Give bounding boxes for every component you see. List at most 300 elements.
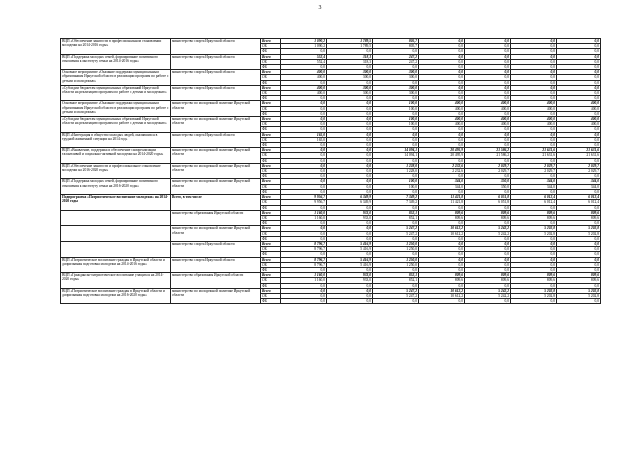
funding-source-cell: Всего <box>261 85 281 90</box>
amount-cell: 809,6 <box>511 215 557 220</box>
amount-cell: 1 090,2 <box>281 44 327 49</box>
executor-cell: министерство образования Иркутской области <box>171 210 261 226</box>
amount-cell: 11 421,8 <box>419 195 465 200</box>
amount-cell: 0,0 <box>419 137 465 142</box>
amount-cell: 0,0 <box>373 252 419 257</box>
amount-cell: 0,0 <box>557 49 601 54</box>
funding-source-cell: Всего <box>261 163 281 168</box>
amount-cell: 0,0 <box>373 189 419 194</box>
amount-cell: 400,0 <box>465 117 511 122</box>
amount-cell: 5 202,8 <box>557 231 601 236</box>
program-name-cell: ВЦП «Обеспечение занятости в профессиональном становлении молодежи на 2014-2016 годы» <box>61 39 171 55</box>
amount-cell: 0,0 <box>511 257 557 262</box>
amount-cell: 0,0 <box>281 236 327 241</box>
amount-cell: 400,0 <box>281 85 327 90</box>
amount-cell: 0,0 <box>557 91 601 96</box>
funding-source-cell: ФБ <box>261 205 281 210</box>
amount-cell: 0,0 <box>327 137 373 142</box>
amount-cell: 400,0 <box>281 70 327 75</box>
amount-cell: 0,0 <box>281 288 327 293</box>
amount-cell: 400,0 <box>419 101 465 106</box>
amount-cell: 0,0 <box>373 127 419 132</box>
amount-cell: 400,0 <box>557 117 601 122</box>
funding-source-cell: ОБ <box>261 247 281 252</box>
amount-cell: 0,0 <box>465 262 511 267</box>
amount-cell: 0,0 <box>511 174 557 179</box>
executor-cell: министерство по молодежной политике Иркутской области <box>171 101 261 117</box>
amount-cell: 0,0 <box>465 111 511 116</box>
amount-cell: 0,0 <box>281 111 327 116</box>
amount-cell: 0,0 <box>465 143 511 148</box>
amount-cell: 0,0 <box>557 158 601 163</box>
amount-cell: 0,0 <box>511 283 557 288</box>
amount-cell: 1 160,0 <box>281 215 327 220</box>
amount-cell: 6 012,4 <box>557 195 601 200</box>
amount-cell: 0,0 <box>373 143 419 148</box>
amount-cell: 5 416,9 <box>327 262 373 267</box>
amount-cell: 2 232,6 <box>419 163 465 168</box>
amount-cell: 0,0 <box>419 267 465 272</box>
executor-cell: министерство спорта Иркутской области <box>171 54 261 70</box>
amount-cell: 0,0 <box>327 299 373 304</box>
amount-cell: 0,0 <box>327 288 373 293</box>
funding-source-cell: Всего <box>261 101 281 106</box>
amount-cell: 0,0 <box>511 143 557 148</box>
amount-cell: 0,0 <box>281 101 327 106</box>
program-name-cell: ВЦП «Поддержка молодых семей, формирование позитивного отношения к институту семьи на 2014-2016 годы» <box>61 54 171 70</box>
amount-cell: 0,0 <box>557 75 601 80</box>
amount-cell: 0,0 <box>465 158 511 163</box>
amount-cell: 5 202,8 <box>511 288 557 293</box>
amount-cell: 0,0 <box>465 252 511 257</box>
amount-cell: 0,0 <box>511 247 557 252</box>
funding-source-cell: Всего <box>261 148 281 153</box>
amount-cell: 809,6 <box>557 215 601 220</box>
amount-cell: 400,0 <box>511 122 557 127</box>
amount-cell: 0,0 <box>419 59 465 64</box>
amount-cell: 0,0 <box>465 247 511 252</box>
amount-cell: 21 586,2 <box>465 148 511 153</box>
amount-cell: 933,0 <box>327 273 373 278</box>
amount-cell: 0,0 <box>511 127 557 132</box>
amount-cell: 0,0 <box>465 241 511 246</box>
amount-cell: 344,0 <box>557 179 601 184</box>
funding-source-cell: ОБ <box>261 59 281 64</box>
funding-source-cell: Всего <box>261 273 281 278</box>
funding-source-cell: ОБ <box>261 44 281 49</box>
amount-cell: 344,0 <box>419 184 465 189</box>
amount-cell: 0,0 <box>511 96 557 101</box>
amount-cell: 400,0 <box>557 122 601 127</box>
amount-cell: 0,0 <box>419 257 465 262</box>
amount-cell: 0,0 <box>557 267 601 272</box>
program-name-cell: ВЦП «Патриотическое воспитание граждан в Иркутской области и допризывная подготовка молодежи на 2016-2020 годы» <box>61 288 171 304</box>
program-name-cell: ВЦП «Обеспечение занятости и профессиональное становление молодежи на 2016-2020 годы» <box>61 163 171 179</box>
amount-cell: 0,0 <box>373 80 419 85</box>
amount-cell: 6 012,4 <box>557 200 601 205</box>
executor-cell: министерство по молодежной политике Иркутской области <box>171 288 261 304</box>
amount-cell: 0,0 <box>465 236 511 241</box>
amount-cell: 0,0 <box>281 293 327 298</box>
funding-source-cell: ФБ <box>261 267 281 272</box>
amount-cell: 0,0 <box>465 49 511 54</box>
amount-cell: 0,0 <box>511 54 557 59</box>
executor-cell: министерство по молодежной политике Иркутской области <box>171 148 261 164</box>
amount-cell: 0,0 <box>327 65 373 70</box>
amount-cell: 0,0 <box>373 267 419 272</box>
amount-cell: 0,0 <box>557 247 601 252</box>
amount-cell: 0,0 <box>327 184 373 189</box>
executor-cell: министерство образования Иркутской области <box>171 273 261 289</box>
amount-cell: 100,0 <box>373 101 419 106</box>
amount-cell: 0,0 <box>511 137 557 142</box>
amount-cell: 0,0 <box>419 111 465 116</box>
amount-cell: 400,0 <box>557 106 601 111</box>
program-name-cell: «Субсидии бюджетам муниципальных образований Иркутской области на реализацию программ по работе с детьми и молодежью» <box>61 117 171 133</box>
funding-source-cell: ФБ <box>261 252 281 257</box>
amount-cell: 0,0 <box>327 174 373 179</box>
amount-cell: 350,0 <box>465 184 511 189</box>
amount-cell: 0,0 <box>419 221 465 226</box>
funding-source-cell: Всего <box>261 288 281 293</box>
amount-cell: 0,0 <box>281 163 327 168</box>
amount-cell: 0,0 <box>373 111 419 116</box>
amount-cell: 21 631,6 <box>557 148 601 153</box>
amount-cell: 0,0 <box>419 127 465 132</box>
amount-cell: 0,0 <box>465 39 511 44</box>
amount-cell: 0,0 <box>557 221 601 226</box>
amount-cell: 344,0 <box>557 184 601 189</box>
amount-cell: 5 242,2 <box>465 288 511 293</box>
amount-cell: 8 796,7 <box>281 262 327 267</box>
amount-cell: 0,0 <box>465 70 511 75</box>
program-name-cell: ВЦП «Поддержка молодых семей, формирование позитивного отношения к институту семьи на 2016-2020 годы» <box>61 179 171 195</box>
amount-cell: 805,7 <box>373 39 419 44</box>
funding-source-cell: ФБ <box>261 111 281 116</box>
amount-cell: 0,0 <box>557 262 601 267</box>
amount-cell: 809,6 <box>465 278 511 283</box>
amount-cell: 0,0 <box>281 221 327 226</box>
executor-cell: министерство по молодежной политике Иркутской области <box>171 179 261 195</box>
amount-cell: 809,6 <box>557 278 601 283</box>
executor-cell: министерство спорта Иркутской области <box>171 132 261 148</box>
funding-source-cell: Всего <box>261 210 281 215</box>
amount-cell: 5 202,8 <box>557 293 601 298</box>
amount-cell: 0,0 <box>511 132 557 137</box>
amount-cell: 5 202,8 <box>511 226 557 231</box>
amount-cell: 165,0 <box>281 137 327 142</box>
amount-cell: 10 612,2 <box>419 231 465 236</box>
amount-cell: 0,0 <box>511 111 557 116</box>
amount-cell: 0,0 <box>419 91 465 96</box>
amount-cell: 0,0 <box>419 158 465 163</box>
executor-cell: Всего, в том числе <box>171 195 261 211</box>
amount-cell: 300,0 <box>327 70 373 75</box>
amount-cell: 21 631,6 <box>557 153 601 158</box>
amount-cell: 0,0 <box>327 80 373 85</box>
amount-cell: 400,0 <box>281 91 327 96</box>
executor-cell: министерство спорта Иркутской области <box>171 85 261 101</box>
amount-cell: 165,0 <box>281 132 327 137</box>
amount-cell: 11 421,8 <box>419 200 465 205</box>
amount-cell: 0,0 <box>281 65 327 70</box>
amount-cell: 0,0 <box>419 49 465 54</box>
amount-cell: 10 612,2 <box>419 288 465 293</box>
amount-cell: 0,0 <box>557 54 601 59</box>
amount-cell: 0,0 <box>465 174 511 179</box>
funding-source-cell: ФБ <box>261 49 281 54</box>
amount-cell: 0,0 <box>557 189 601 194</box>
amount-cell: 0,0 <box>557 236 601 241</box>
amount-cell: 0,0 <box>557 65 601 70</box>
amount-cell: 0,0 <box>511 59 557 64</box>
funding-source-cell: ОБ <box>261 137 281 142</box>
amount-cell: 1 250,0 <box>373 257 419 262</box>
amount-cell: 0,0 <box>465 75 511 80</box>
amount-cell: 6 051,8 <box>465 200 511 205</box>
amount-cell: 0,0 <box>419 189 465 194</box>
amount-cell: 0,0 <box>557 299 601 304</box>
amount-cell: 6 349,9 <box>327 200 373 205</box>
amount-cell: 9 956,7 <box>281 195 327 200</box>
amount-cell: 5 202,8 <box>511 293 557 298</box>
amount-cell: 0,0 <box>327 221 373 226</box>
amount-cell: 400,0 <box>511 117 557 122</box>
funding-source-cell: ФБ <box>261 65 281 70</box>
amount-cell: 0,0 <box>327 205 373 210</box>
amount-cell: 552,4 <box>281 54 327 59</box>
funding-source-cell: Всего <box>261 39 281 44</box>
amount-cell: 852,1 <box>373 215 419 220</box>
amount-cell: 0,0 <box>373 174 419 179</box>
amount-cell: 344,0 <box>511 184 557 189</box>
amount-cell: 0,0 <box>327 293 373 298</box>
amount-cell: 0,0 <box>511 80 557 85</box>
amount-cell: 0,0 <box>281 267 327 272</box>
amount-cell: 0,0 <box>327 179 373 184</box>
amount-cell: 0,0 <box>373 96 419 101</box>
amount-cell: 0,0 <box>281 143 327 148</box>
amount-cell: 0,0 <box>281 179 327 184</box>
amount-cell: 0,0 <box>465 59 511 64</box>
amount-cell: 0,0 <box>327 158 373 163</box>
amount-cell: 809,6 <box>419 215 465 220</box>
program-name-cell <box>61 210 171 226</box>
amount-cell: 0,0 <box>419 174 465 179</box>
amount-cell: 809,6 <box>557 273 601 278</box>
amount-cell: 0,0 <box>511 189 557 194</box>
amount-cell: 0,0 <box>419 252 465 257</box>
amount-cell: 0,0 <box>327 153 373 158</box>
amount-cell: 300,0 <box>373 91 419 96</box>
amount-cell: 1 228,0 <box>373 163 419 168</box>
amount-cell: 6 012,4 <box>511 200 557 205</box>
amount-cell: 0,0 <box>281 169 327 174</box>
amount-cell: 0,0 <box>419 54 465 59</box>
amount-cell: 5 247,2 <box>373 293 419 298</box>
funding-source-cell: Всего <box>261 195 281 200</box>
program-name-cell: ВЦП «Интеграция в общество молодых людей, оказавшихся в трудной жизненной ситуации на 2014 год» <box>61 132 171 148</box>
amount-cell: 0,0 <box>465 127 511 132</box>
amount-cell: 5 247,2 <box>373 226 419 231</box>
funding-source-cell: ФБ <box>261 96 281 101</box>
amount-cell: 0,0 <box>419 80 465 85</box>
amount-cell: 0,0 <box>281 117 327 122</box>
amount-cell: 400,0 <box>419 122 465 127</box>
amount-cell: 2 029,7 <box>557 169 601 174</box>
amount-cell: 0,0 <box>281 158 327 163</box>
amount-cell: 344,0 <box>511 179 557 184</box>
amount-cell: 809,6 <box>557 210 601 215</box>
amount-cell: 0,0 <box>327 231 373 236</box>
amount-cell: 7 349,2 <box>373 195 419 200</box>
amount-cell: 0,0 <box>327 226 373 231</box>
amount-cell: 0,0 <box>327 169 373 174</box>
amount-cell: 0,0 <box>557 44 601 49</box>
amount-cell: 0,0 <box>557 252 601 257</box>
amount-cell: 0,0 <box>327 283 373 288</box>
amount-cell: 1 789,5 <box>327 44 373 49</box>
amount-cell: 0,0 <box>557 85 601 90</box>
amount-cell: 10 612,2 <box>419 226 465 231</box>
amount-cell: 0,0 <box>557 132 601 137</box>
amount-cell: 0,0 <box>557 80 601 85</box>
amount-cell: 0,0 <box>281 226 327 231</box>
amount-cell: 21 631,6 <box>511 153 557 158</box>
amount-cell: 0,0 <box>419 299 465 304</box>
executor-cell: министерство по молодежной политике Иркутской области <box>171 163 261 179</box>
amount-cell: 0,0 <box>465 80 511 85</box>
amount-cell: 809,6 <box>511 210 557 215</box>
amount-cell: 0,0 <box>465 91 511 96</box>
amount-cell: 0,0 <box>557 39 601 44</box>
amount-cell: 0,0 <box>419 96 465 101</box>
amount-cell: 1 250,0 <box>373 247 419 252</box>
amount-cell: 0,0 <box>373 49 419 54</box>
amount-cell: 318,3 <box>327 54 373 59</box>
funding-source-cell: ОБ <box>261 169 281 174</box>
amount-cell: 14 094,1 <box>373 153 419 158</box>
program-name-cell: «Субсидии бюджетам муниципальных образований Иркутской области на реализацию программ по работе с детьми и молодежью» <box>61 85 171 101</box>
amount-cell: 7 349,2 <box>373 200 419 205</box>
amount-cell: 247,2 <box>373 59 419 64</box>
amount-cell: 400,0 <box>281 75 327 80</box>
amount-cell: 300,0 <box>373 75 419 80</box>
amount-cell: 0,0 <box>465 299 511 304</box>
amount-cell: 318,3 <box>327 59 373 64</box>
amount-cell: 0,0 <box>281 153 327 158</box>
amount-cell: 6 051,8 <box>465 195 511 200</box>
funding-source-cell: ОБ <box>261 293 281 298</box>
amount-cell: 1 160,0 <box>281 278 327 283</box>
funding-source-cell: ОБ <box>261 231 281 236</box>
amount-cell: 9 956,7 <box>281 200 327 205</box>
budget-table <box>60 38 601 304</box>
funding-source-cell: ОБ <box>261 122 281 127</box>
executor-cell: министерство спорта Иркутской области <box>171 70 261 86</box>
amount-cell: 0,0 <box>327 106 373 111</box>
amount-cell: 0,0 <box>511 221 557 226</box>
amount-cell: 0,0 <box>281 106 327 111</box>
amount-cell: 0,0 <box>327 148 373 153</box>
amount-cell: 300,0 <box>327 75 373 80</box>
amount-cell: 0,0 <box>281 96 327 101</box>
amount-cell: 0,0 <box>419 85 465 90</box>
funding-source-cell: ОБ <box>261 106 281 111</box>
amount-cell: 400,0 <box>511 101 557 106</box>
amount-cell: 0,0 <box>465 257 511 262</box>
funding-source-cell: Всего <box>261 257 281 262</box>
amount-cell: 0,0 <box>281 299 327 304</box>
program-name-cell <box>61 226 171 242</box>
amount-cell: 852,1 <box>373 278 419 283</box>
amount-cell: 0,0 <box>419 75 465 80</box>
amount-cell: 0,0 <box>511 85 557 90</box>
amount-cell: 0,0 <box>511 267 557 272</box>
amount-cell: 0,0 <box>557 127 601 132</box>
amount-cell: 0,0 <box>511 205 557 210</box>
funding-source-cell: ФБ <box>261 283 281 288</box>
amount-cell: 2 029,7 <box>465 169 511 174</box>
amount-cell: 0,0 <box>281 174 327 179</box>
amount-cell: 0,0 <box>557 241 601 246</box>
amount-cell: 0,0 <box>419 247 465 252</box>
amount-cell: 0,0 <box>327 189 373 194</box>
executor-cell: министерство спорта Иркутской области <box>171 39 261 55</box>
amount-cell: 0,0 <box>327 127 373 132</box>
amount-cell: 300,0 <box>327 85 373 90</box>
amount-cell: 0,0 <box>373 283 419 288</box>
amount-cell: 0,0 <box>419 132 465 137</box>
amount-cell: 1 160,0 <box>281 273 327 278</box>
amount-cell: 400,0 <box>465 106 511 111</box>
budget-table-container <box>60 38 600 448</box>
amount-cell: 0,0 <box>327 236 373 241</box>
amount-cell: 0,0 <box>511 44 557 49</box>
executor-cell: министерство по молодежной политике Иркутской области <box>171 226 261 242</box>
program-name-cell: Основное мероприятие «Оказание поддержки муниципальным образованиям Иркутской области в реализации программ по работе с детьми и молодежью» <box>61 101 171 117</box>
funding-source-cell: ФБ <box>261 143 281 148</box>
amount-cell: 0,0 <box>419 205 465 210</box>
amount-cell: 1 090,2 <box>281 39 327 44</box>
amount-cell: 0,0 <box>327 101 373 106</box>
amount-cell: 5 242,2 <box>465 293 511 298</box>
funding-source-cell: ОБ <box>261 75 281 80</box>
amount-cell: 0,0 <box>327 96 373 101</box>
funding-source-cell: ОБ <box>261 153 281 158</box>
amount-cell: 1 160,0 <box>281 210 327 215</box>
amount-cell: 10 612,2 <box>419 293 465 298</box>
amount-cell: 809,6 <box>465 273 511 278</box>
amount-cell: 0,0 <box>327 267 373 272</box>
amount-cell: 0,0 <box>557 96 601 101</box>
amount-cell: 0,0 <box>557 70 601 75</box>
amount-cell: 0,0 <box>327 122 373 127</box>
amount-cell: 0,0 <box>373 137 419 142</box>
amount-cell: 21 631,6 <box>511 148 557 153</box>
executor-cell: министерство спорта Иркутской области <box>171 257 261 273</box>
amount-cell: 0,0 <box>557 174 601 179</box>
amount-cell: 1 228,0 <box>373 169 419 174</box>
funding-source-cell: ФБ <box>261 299 281 304</box>
program-name-cell: Подпрограмма «Патриотическое воспитание молодежи» на 2014-2020 годы <box>61 195 171 211</box>
funding-source-cell: Всего <box>261 179 281 184</box>
funding-source-cell: ФБ <box>261 174 281 179</box>
amount-cell: 0,0 <box>557 257 601 262</box>
funding-source-cell: ФБ <box>261 221 281 226</box>
amount-cell: 0,0 <box>511 75 557 80</box>
amount-cell: 0,0 <box>511 65 557 70</box>
